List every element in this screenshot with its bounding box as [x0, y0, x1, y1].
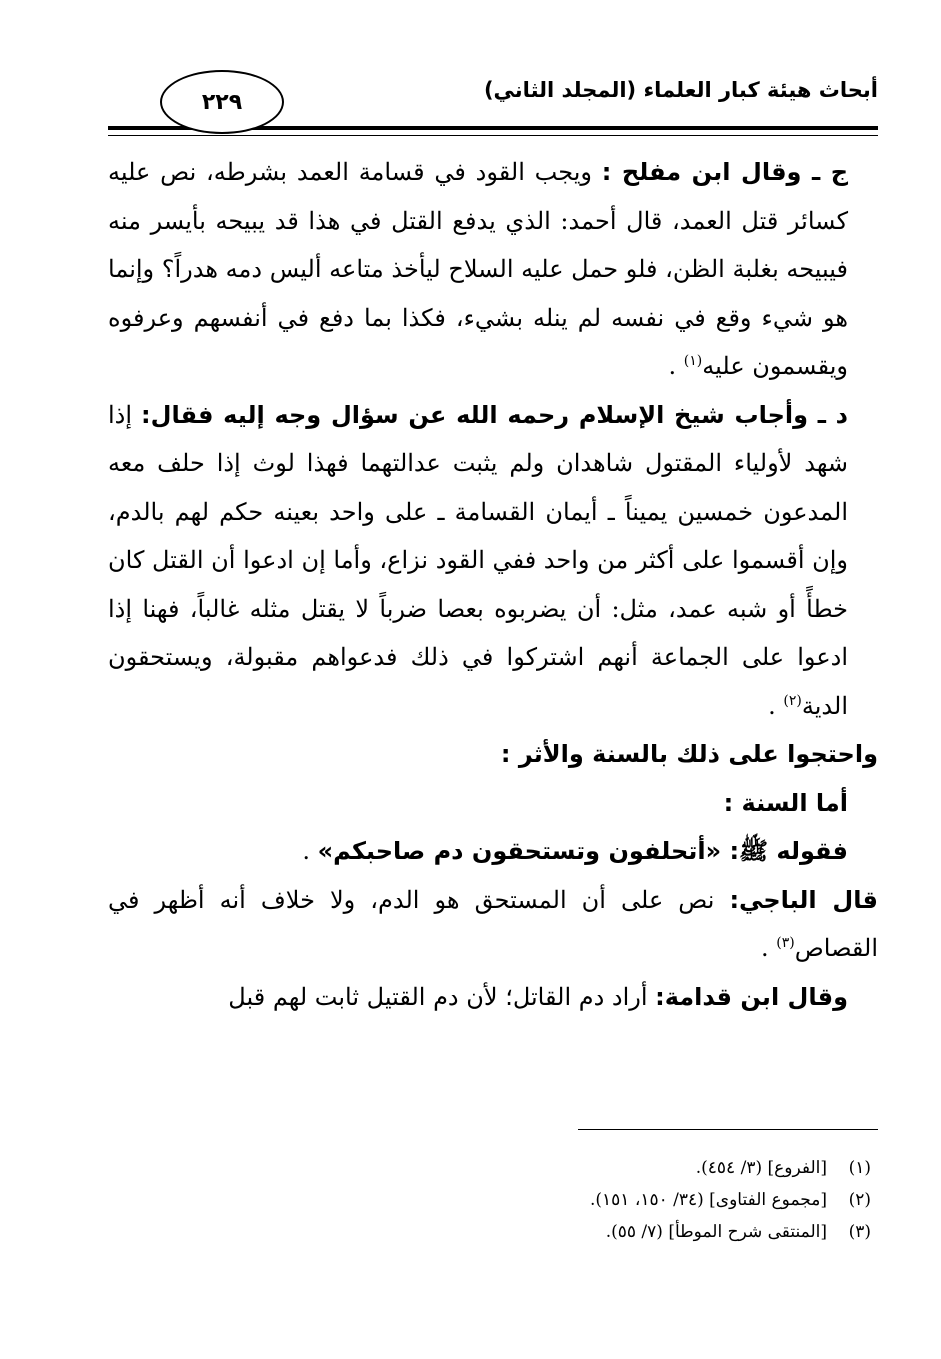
paragraph-baji: [108, 876, 878, 973]
paragraph-ibn-muflih: [108, 148, 878, 391]
footnote-ref: (٢): [783, 692, 802, 709]
paragraph-ibn-qudama: [108, 973, 878, 1022]
footnote-text: [الفروع] (٣/ ٤٥٤).: [695, 1158, 827, 1178]
footnote-item: [111, 1184, 871, 1216]
subsection-heading: أما السنة :: [723, 788, 848, 817]
main-text: [108, 148, 878, 1021]
section-heading: واحتجوا على ذلك بالسنة والأثر :: [500, 740, 878, 768]
footnote-text: [المنتقى شرح الموطأ] (٧/ ٥٥).: [605, 1222, 827, 1242]
footnote-item: [111, 1152, 871, 1184]
footnote-item: [111, 1216, 871, 1248]
paragraph-label: د ـ وأجاب شيخ الإسلام رحمه الله عن سؤال وجه إليه فقال:: [141, 400, 848, 429]
paragraph-text: ويجب القود في قسامة العمد بشرطه، نص عليه كسائر قتل العمد، قال أحمد: الذي يدفع القتل في هذا قد يبيحه بأيسر منه فيبيحه بغلبة الظن، فلو حمل عليه السلاح ليأخذ متاعه أليس دمه هدراً؟ وإنما هو شيء وقع في نفسه لم ينله بشيء، فكذا بما دفع في أنفسهم وعرفوه ويقسمون عليه: [108, 158, 848, 380]
paragraph-sunnah-heading: [108, 779, 878, 828]
paragraph-end: .: [761, 934, 777, 962]
paragraph-text: إذا شهد لأولياء المقتول شاهدان ولم يثبت عدالتهما فهذا لوث إذا حلف معه المدعون خمسين يميناً ـ أيمان القسامة ـ على واحد بعينه حكم لهم بالدم، وإن أقسموا على أكثر من واحد ففي القود نزاع، وأما إن ادعوا أن القتل كان خطأً أو شبه عمد، مثل: أن يضربوه بعصا ضرباً لا يقتل مثله غالباً، فهنا إذا ادعوا على الجماعة أنهم اشتركوا في ذلك فدعواهم مقبولة، ويستحقون الدية: [108, 400, 848, 720]
footnotes: [111, 1152, 871, 1248]
footnote-number: (٢): [848, 1190, 871, 1210]
paragraph-hadith: [108, 827, 878, 876]
footnote-text: [مجموع الفتاوى] (٣٤/ ١٥٠، ١٥١).: [589, 1190, 827, 1210]
paragraph-text: أراد دم القاتل؛ لأن دم القتيل ثابت لهم قبل: [228, 982, 656, 1011]
footnote-ref: (٣): [776, 935, 795, 951]
footnote-number: (١): [848, 1158, 871, 1178]
paragraph-label: وقال ابن قدامة:: [655, 982, 848, 1011]
footnote-ref: (١): [683, 353, 703, 369]
hadith-prefix: فقوله ﷺ:: [721, 837, 848, 865]
paragraph-end: .: [768, 691, 784, 720]
paragraph-evidence-heading: [108, 730, 878, 779]
paragraph-shaykh-islam: [108, 391, 878, 731]
paragraph-end: .: [668, 352, 684, 380]
paragraph-label: ج ـ وقال ابن مفلح :: [601, 158, 849, 186]
running-title: أبحاث هيئة كبار العلماء (المجلد الثاني): [483, 78, 878, 102]
footnote-number: (٣): [848, 1222, 871, 1242]
paragraph-label: قال الباجي:: [729, 885, 878, 914]
page-number: ٢٢٩: [160, 70, 284, 134]
header-rule-thin: [108, 135, 878, 136]
hadith-quote: «أتحلفون وتستحقون دم صاحبكم»: [317, 837, 722, 865]
paragraph-text: نص على أن المستحق هو الدم، ولا خلاف أنه أظهر في القصاص: [108, 885, 878, 962]
paragraph-end: .: [302, 837, 318, 865]
footnote-separator: [578, 1129, 878, 1130]
